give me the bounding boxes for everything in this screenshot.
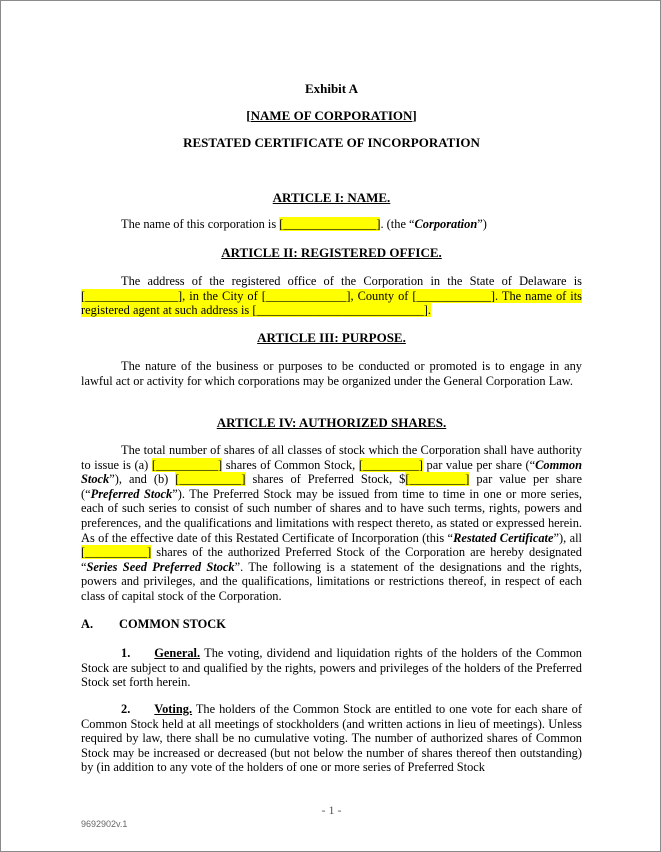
- document-id: 9692902v.1: [81, 819, 128, 829]
- section-1-general: 1. General. The voting, dividend and liquidation rights of the holders of the Common Stock are subject to and qualified by the rights, powers and privileges of the holders of the Preferred Stock set forth herein.: [81, 646, 582, 690]
- common-shares-blank: [__________]: [151, 457, 223, 472]
- preferred-shares-blank: [__________]: [175, 472, 246, 487]
- article-3-text: The nature of the business or purposes to be conducted or promoted is to engage in any lawful act or activity for which corporations may be organized under the General Corporation Law.: [81, 359, 582, 388]
- article-4-text: The total number of shares of all classes of stock which the Corporation shall have authority to issue is (a) [__________] shares of Common Stock, [_________] par value per share (“Common Stock”), and (b) [__________] shares of Preferred Stock, $[_________] par value per share (“Preferred Stock”). The Preferred Stock may be issued from time to time in one or more series, each of such series to consist of such number of shares and to have such terms, rights, powers and preferences, and the qualifications and limitations with respect thereto, as stated or expressed herein. As of the effective date of this Restated Certificate of Incorporation (this “Restated Certificate”), all [__________] shares of the authorized Preferred Stock of the Corporation are hereby designated “Series Seed Preferred Stock”. The following is a statement of the designations and the rights, powers and privileges, and the qualifications, limitations or restrictions thereof, in respect of each class of capital stock of the Corporation.: [81, 443, 582, 603]
- exhibit-label: Exhibit A: [304, 81, 359, 96]
- registered-office-blanks: [_______________], in the City of [_____________], County of [____________]. The name of its registered agent at such address is [___________________________].: [81, 288, 582, 318]
- article-4-heading: ARTICLE IV: AUTHORIZED SHARES.: [216, 415, 447, 430]
- seed-shares-blank: [__________]: [81, 545, 152, 560]
- section-2-voting: 2. Voting. The holders of the Common Stock are entitled to one vote for each share of Common Stock held at all meetings of stockholders (and written actions in lieu of meetings). Unless required by law, there shall be no cumulative voting. The number of authorized shares of Common Stock may be increased or decreased (but not below the number of shares thereof then outstanding) by (in addition to any vote of the holders of one or more series of Preferred Stock: [81, 702, 582, 775]
- corporation-name-placeholder: [NAME OF CORPORATION]: [246, 108, 417, 123]
- article-2-heading: ARTICLE II: REGISTERED OFFICE.: [221, 245, 442, 260]
- page-number: - 1 -: [321, 803, 342, 817]
- document-title: RESTATED CERTIFICATE OF INCORPORATION: [183, 135, 480, 150]
- article-3-heading: ARTICLE III: PURPOSE.: [257, 330, 406, 345]
- article-1-heading: ARTICLE I: NAME.: [272, 190, 391, 205]
- preferred-par-blank: [_________]: [405, 472, 470, 487]
- corporation-name-text: NAME OF CORPORATION: [250, 108, 413, 123]
- common-par-blank: [_________]: [358, 457, 423, 472]
- article-1-text: The name of this corporation is [_______________]. (the “Corporation”): [121, 217, 487, 231]
- article-2-text: The address of the registered office of the Corporation in the State of Delaware is [_______________], in the City of [_____________], County of [____________]. The name of its registered agent at such address is [___________________________].: [81, 274, 582, 318]
- corporation-name-blank: [_______________]: [279, 217, 381, 231]
- section-a-heading: A. COMMON STOCK: [81, 617, 226, 631]
